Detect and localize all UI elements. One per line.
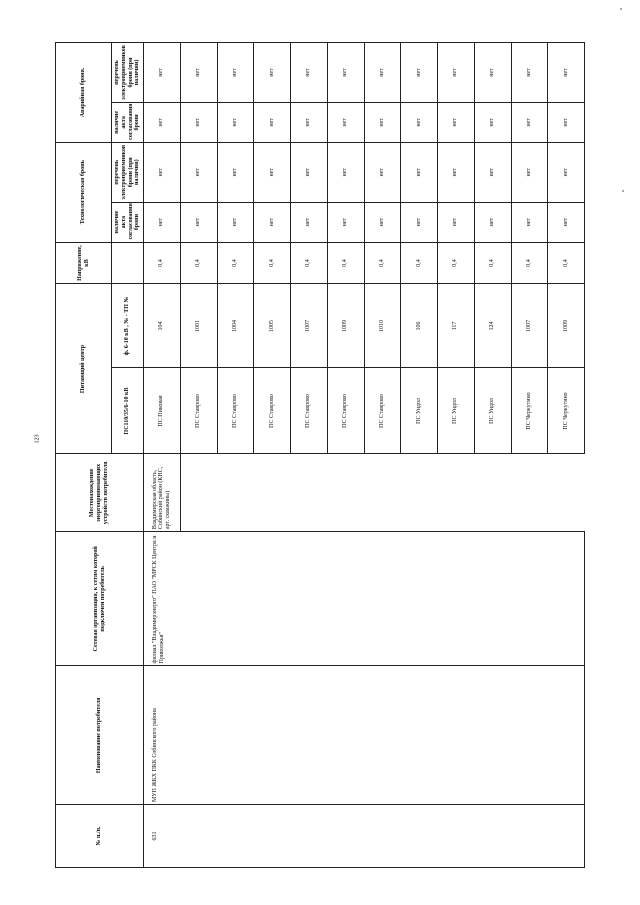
row-tech-act: нет: [548, 202, 585, 242]
row-voltage: 0,4: [291, 242, 328, 284]
row-ps: ПС Ставрово: [217, 368, 254, 454]
row-emer-act: нет: [180, 102, 217, 142]
row-ps: ПС Ставрово: [291, 368, 328, 454]
row-emer-list: нет: [548, 43, 585, 103]
header-consumer: Наименование потребителя: [56, 666, 144, 805]
row-tech-act: нет: [180, 202, 217, 242]
row-feeder: 1005: [254, 284, 291, 368]
row-feeder: 104: [144, 284, 181, 368]
row-emer-act: нет: [474, 102, 511, 142]
row-voltage: 0,4: [511, 242, 548, 284]
location-cell: [438, 454, 475, 532]
row-ps: ПС Пиковая: [144, 368, 181, 454]
header-network: Сетевая организация, к сетям которой подключен потребитель: [56, 532, 144, 666]
location-cell: [474, 454, 511, 532]
row-ps: ПС Ундол: [474, 368, 511, 454]
location-cell: [254, 454, 291, 532]
row-emer-act: нет: [327, 102, 364, 142]
header-emer-list: перечень электроприемников брони (при наличии): [112, 43, 144, 103]
row-emer-list: нет: [217, 43, 254, 103]
row-tech-act: нет: [254, 202, 291, 242]
location-cell: [548, 454, 585, 532]
row-emer-act: нет: [291, 102, 328, 142]
row-tech-list: нет: [291, 142, 328, 202]
scan-speck: [622, 190, 624, 192]
row-emer-act: нет: [511, 102, 548, 142]
row-ps: ПС Ставрово: [254, 368, 291, 454]
row-tech-list: нет: [180, 142, 217, 202]
location-cell: [401, 454, 438, 532]
row-tech-act: нет: [474, 202, 511, 242]
row-feeder: 1009: [548, 284, 585, 368]
row-tech-act: нет: [438, 202, 475, 242]
row-tech-list: нет: [474, 142, 511, 202]
row-feeder: 1001: [180, 284, 217, 368]
row-feeder: 1009: [327, 284, 364, 368]
location-cell: [511, 454, 548, 532]
row-tech-list: нет: [144, 142, 181, 202]
row-feeder: 1010: [364, 284, 401, 368]
row-tech-act: нет: [511, 202, 548, 242]
row-ps: ПС Черкутино: [548, 368, 585, 454]
row-tech-act: нет: [217, 202, 254, 242]
row-tech-act: нет: [327, 202, 364, 242]
row-ps: ПС Черкутино: [511, 368, 548, 454]
row-emer-list: нет: [511, 43, 548, 103]
row-tech-list: нет: [254, 142, 291, 202]
row-tech-list: нет: [364, 142, 401, 202]
header-tech-armor: Технологическая бронь: [56, 142, 112, 242]
row-voltage: 0,4: [144, 242, 181, 284]
location-cell: [291, 454, 328, 532]
row-emer-list: нет: [291, 43, 328, 103]
row-feeder: 1007: [511, 284, 548, 368]
header-ps: ПС110/35/6-10 кВ: [112, 368, 144, 454]
header-emergency-armor: Аварийная броня.: [56, 43, 112, 143]
row-ps: ПС Ставрово: [327, 368, 364, 454]
rotated-table-area: [55, 42, 585, 868]
row-tech-act: нет: [144, 202, 181, 242]
record-location: Владимирская область, Собинский район (КНС, арт. скважины): [144, 454, 181, 532]
row-tech-list: нет: [438, 142, 475, 202]
row-voltage: 0,4: [474, 242, 511, 284]
row-voltage: 0,4: [364, 242, 401, 284]
row-ps: ПС Ставрово: [364, 368, 401, 454]
row-tech-list: нет: [401, 142, 438, 202]
row-emer-list: нет: [254, 43, 291, 103]
row-emer-list: нет: [180, 43, 217, 103]
row-tech-act: нет: [401, 202, 438, 242]
record-consumer: МУП ЖКХ ПКК Собинского района: [144, 666, 585, 805]
row-emer-act: нет: [254, 102, 291, 142]
row-tech-act: нет: [364, 202, 401, 242]
row-ps: ПС Ставрово: [180, 368, 217, 454]
row-feeder: 124: [474, 284, 511, 368]
header-num: № п./п.: [56, 805, 144, 868]
row-tech-list: нет: [511, 142, 548, 202]
row-tech-list: нет: [548, 142, 585, 202]
row-emer-act: нет: [364, 102, 401, 142]
header-supply-center: Питающий центр: [56, 284, 112, 454]
row-emer-list: нет: [144, 43, 181, 103]
location-cell: [217, 454, 254, 532]
row-voltage: 0,4: [327, 242, 364, 284]
location-cell: [364, 454, 401, 532]
row-emer-act: нет: [401, 102, 438, 142]
row-tech-list: нет: [217, 142, 254, 202]
header-tech-act: наличие акта согласования брони: [112, 202, 144, 242]
row-voltage: 0,4: [217, 242, 254, 284]
row-tech-list: нет: [327, 142, 364, 202]
header-voltage-blank: [112, 242, 144, 284]
row-ps: ПС Ундол: [438, 368, 475, 454]
header-voltage: Напряжение, кВ: [56, 242, 112, 284]
scan-speck: [620, 8, 622, 10]
header-tech-list: перечень электроприемников брони (при наличии): [112, 142, 144, 202]
row-voltage: 0,4: [548, 242, 585, 284]
rotated-table-wrapper: [55, 42, 585, 868]
row-emer-list: нет: [474, 43, 511, 103]
page-number: 123: [34, 434, 41, 444]
row-feeder: 117: [438, 284, 475, 368]
row-emer-act: нет: [217, 102, 254, 142]
row-voltage: 0,4: [254, 242, 291, 284]
location-cell: [180, 454, 217, 532]
row-emer-act: нет: [548, 102, 585, 142]
row-emer-list: нет: [364, 43, 401, 103]
row-tech-act: нет: [291, 202, 328, 242]
record-network: филиал "Владимирэнерго" ПАО "МРСК Центра и Приволжья": [144, 532, 585, 666]
record-num: 631: [144, 805, 585, 868]
row-ps: ПС Ундол: [401, 368, 438, 454]
row-emer-act: нет: [144, 102, 181, 142]
row-emer-list: нет: [438, 43, 475, 103]
row-voltage: 0,4: [438, 242, 475, 284]
reserve-table: [55, 42, 585, 868]
row-emer-list: нет: [327, 43, 364, 103]
header-emer-act: наличие акта согласования брони: [112, 102, 144, 142]
location-cell: [327, 454, 364, 532]
header-feeder: ф. 6-10 кВ , № - ТП №: [112, 284, 144, 368]
row-emer-act: нет: [438, 102, 475, 142]
header-location: Местонахождение энергопринимающих устройств потребителя: [56, 454, 144, 532]
row-voltage: 0,4: [180, 242, 217, 284]
row-feeder: 1004: [217, 284, 254, 368]
row-voltage: 0,4: [401, 242, 438, 284]
row-feeder: 1007: [291, 284, 328, 368]
row-feeder: 106: [401, 284, 438, 368]
row-emer-list: нет: [401, 43, 438, 103]
